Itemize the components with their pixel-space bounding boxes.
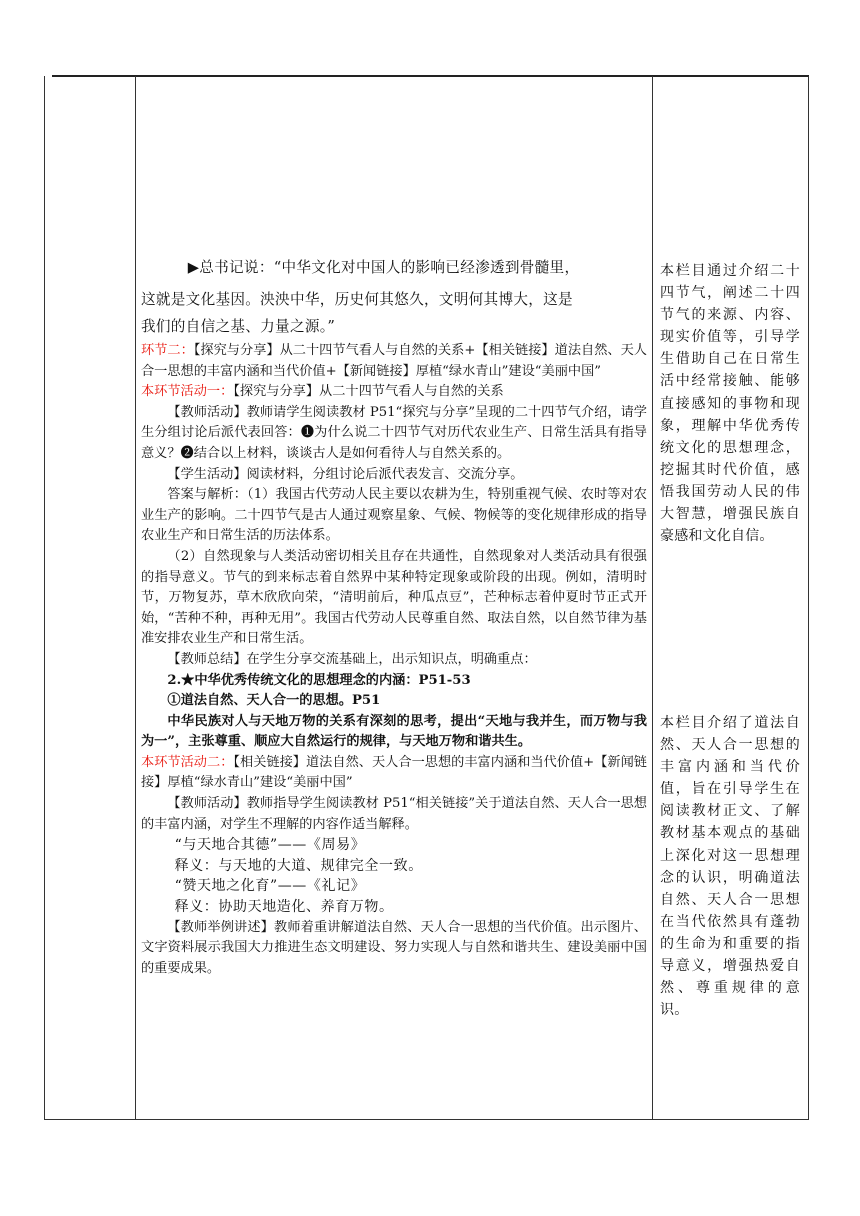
activity2-heading [141, 753, 647, 794]
lesson-content-column [141, 252, 647, 979]
classic-quote-1: “与天地合其德”——《周易》 [174, 837, 366, 854]
activity1-student: 【学生活动】阅读材料，分组讨论后派代表发言、交流分享。 [167, 466, 524, 482]
classic-explain-2: 释义：协助天地造化、养育万物。 [174, 899, 394, 916]
table-border-left [44, 76, 45, 1120]
activity2-label: 本环节活动二： [141, 754, 234, 770]
section2-text: 【探究与分享】从二十四节气看人与自然的关系+【相关链接】道法自然、天人合一思想的丰富内涵和当代价值+【新闻链接】厚植“绿水青山”建设“美丽中国” [141, 343, 647, 379]
activity1-heading [141, 382, 647, 403]
activity1-text: 【探究与分享】从二十四节气看人与自然的关系 [233, 384, 504, 400]
knowledge-point-body: 中华民族对人与天地万物的关系有深刻的思考，提出“天地与我并生，而万物与我为一”，主张尊重、顺应大自然运行的规律，与天地万物和谐共生。 [141, 713, 647, 750]
table-border-right [808, 76, 809, 1120]
knowledge-point-title: 2.★中华优秀传统文化的思想理念的内涵：P51-53 [167, 672, 471, 688]
classic-quote-2: “赞天地之化育”——《礼记》 [174, 878, 366, 895]
design-note-1: 本栏目通过介绍二十四节气，阐述二十四节气的来源、内容、现实价值等，引导学生借助自己在日常生活中经常接触、能够直接感知的事物和现象，理解中华优秀传统文化的思想理念，挖掘其时代价值，感悟我国劳动人民的伟大智慧，增强民族自豪感和文化自信。 [660, 263, 800, 545]
activity1-answer-2: （2）自然现象与人类活动密切相关且存在共通性，自然现象对人类活动具有很强的指导意义。节气的到来标志着自然界中某种特定现象或阶段的出现。例如，清明时节，万物复苏，草木欣欣向荣，“清明前后，种瓜点豆”，芒种标志着仲夏时节正式开始，“苦种不种，再种无用”。我国古代劳动人民尊重自然、取法自然，以自然节律为基准安排农业生产和日常生活。 [141, 548, 647, 647]
table-border-column1 [135, 76, 136, 1120]
activity1-label: 本环节活动一： [141, 384, 234, 400]
page-header-rule [52, 75, 809, 77]
quote-line-1: ▶总书记说：“中华文化对中国人的影响已经渗透到骨髓里， [187, 259, 580, 276]
activity1-answer-1: 答案与解析：（1）我国古代劳动人民主要以农耕为生，特别重视气候、农时等对农业生产的影响。二十四节气是古人通过观察星象、气候、物候等的变化规律形成的指导农业生产和日常生活的历法体系。 [141, 487, 647, 544]
table-border-bottom [44, 1119, 809, 1120]
quote-line-3: 我们的自信之基、力量之源。” [141, 318, 336, 335]
section2-heading [141, 341, 647, 382]
design-note-2: 本栏目介绍了道法自然、天人合一思想的丰富内涵和当代价值，旨在引导学生在阅读教材正文、了解教材基本观点的基础上深化对这一思想理念的认识，明确道法自然、天人合一思想在当代依然具有蓬勃的生命为和重要的指导意义，增强热爱自然、尊重规律的意识。 [660, 715, 800, 1019]
activity1-summary: 【教师总结】在学生分享交流基础上，出示知识点，明确重点： [167, 651, 537, 667]
quote-line-2: 这就是文化基因。泱泱中华，历史何其悠久，文明何其博大，这是 [141, 291, 573, 308]
activity2-text: 【相关链接】道法自然、天人合一思想的丰富内涵和当代价值+【新闻链接】厚植“绿水青山”建设“美丽中国” [141, 754, 647, 791]
activity1-teacher: 【教师活动】教师请学生阅读教材 P51“探究与分享”呈现的二十四节气介绍，请学生分组讨论后派代表回答：❶为什么说二十四节气对历代农业生产、日常生活具有指导意义？❷结合以上材料，谈谈古人是如何看待人与自然关系的。 [141, 404, 647, 461]
classic-explain-1: 释义：与天地的大道、规律完全一致。 [174, 857, 423, 874]
section2-label: 环节二： [141, 343, 194, 358]
table-border-column2 [652, 76, 653, 1120]
knowledge-point-subtitle: ①道法自然、天人合一的思想。P51 [167, 693, 381, 709]
activity2-teacher: 【教师活动】教师指导学生阅读教材 P51“相关链接”关于道法自然、天人合一思想的丰富内涵，对学生不理解的内容作适当解释。 [141, 796, 647, 832]
activity2-example: 【教师举例讲述】教师着重讲解道法自然、天人合一思想的当代价值。出示图片、文字资料展示我国大力推进生态文明建设、努力实现人与自然和谐共生、建设美丽中国的重要成果。 [141, 919, 647, 976]
